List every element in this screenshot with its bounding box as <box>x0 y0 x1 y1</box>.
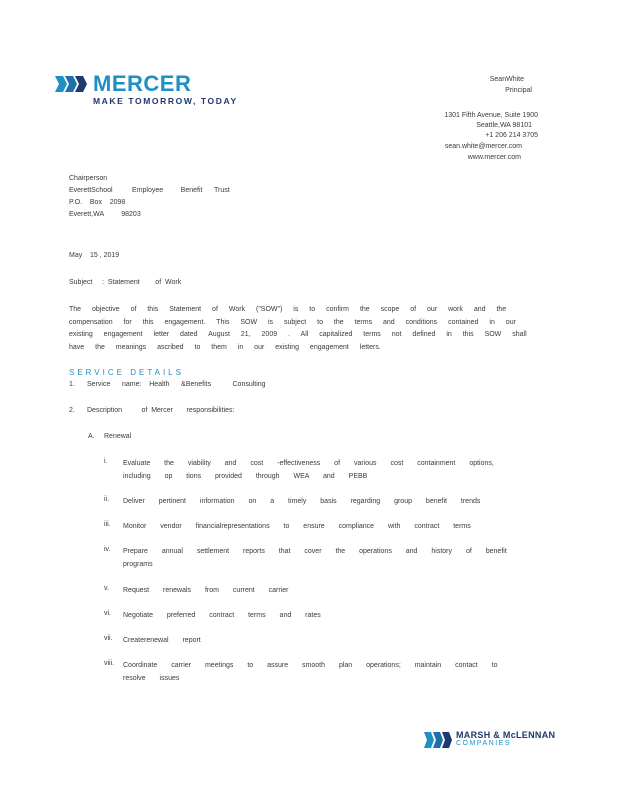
roman-item-text: Negotiate preferred contract terms and rates <box>123 612 321 619</box>
mmc-logo-sub: COMPANIES <box>456 740 511 747</box>
roman-num: vii. <box>104 635 113 642</box>
recipient-line: P.O. Box 2098 <box>69 199 126 206</box>
sender-email-link[interactable]: sean.white@mercer.com <box>444 143 522 150</box>
mmc-logo-mark-icon <box>424 732 452 748</box>
roman-num: ii. <box>104 496 110 503</box>
roman-num: vi. <box>104 610 111 617</box>
item-text: Description of Mercer responsibilities: <box>87 407 235 414</box>
roman-item-text: Createrenewal report <box>123 637 201 644</box>
section-heading: SERVICE DETAILS <box>69 368 184 377</box>
mercer-logo-mark-icon <box>55 74 89 94</box>
roman-item-text: Monitor vendor financialrepresentations to ensure compliance with contract terms <box>123 523 471 530</box>
subject-label: Subject <box>69 279 93 286</box>
roman-item-text: Evaluate the viability and cost -effectiveness of various cost containment options, including op tions provided through WEA and PEBB <box>123 460 494 480</box>
sender-phone: +1 206 214 3705 <box>485 132 538 139</box>
mercer-logo-tagline: MAKE TOMORROW, TODAY <box>93 96 238 106</box>
letter-date: May 15 , 2019 <box>69 252 120 259</box>
sender-website-link[interactable]: www.mercer.com <box>467 154 521 161</box>
roman-num: v. <box>104 585 109 592</box>
recipient-line: EverettSchool Employee Benefit Trust <box>69 187 230 194</box>
mmc-logo-word: MARSH & McLENNAN <box>456 730 556 740</box>
recipient-line: Chairperson <box>69 175 108 182</box>
item-text: Service name: Health &Benefits Consulting <box>87 381 266 388</box>
sender-name: SeanWhite <box>489 76 524 83</box>
sender-address-line: 1301 Fifth Avenue, Suite 1900 <box>444 112 538 119</box>
roman-num: i. <box>104 458 108 465</box>
roman-item-text: Request renewals from current carrier <box>123 587 289 594</box>
recipient-line: Everett,WA 98203 <box>69 211 141 218</box>
item-number: 1. <box>69 381 75 388</box>
sub-item-letter: A. <box>88 433 95 440</box>
roman-num: viii. <box>104 660 115 667</box>
item-number: 2. <box>69 407 75 414</box>
sub-item-text: Renewal <box>104 433 132 440</box>
intro-paragraph: The objective of this Statement of Work ("SOW") is to confirm the scope of our work and the compensation for this engagement. This SOW is subject to the terms and conditions contained in our existing engagement letter dated August 21, 2009 . All capitalized terms not defined in this SOW shall have the meanings ascribed to them in our existing engagement letters. <box>69 306 527 351</box>
sender-address-line: Seattle,WA 98101 <box>476 122 532 129</box>
roman-num: iii. <box>104 521 111 528</box>
roman-item-text: Coordinate carrier meetings to assure smooth plan operations; maintain contact to resolve issues <box>123 662 498 682</box>
roman-item-text: Deliver pertinent information on a timely basis regarding group benefit trends <box>123 498 481 505</box>
subject-text: : Statement of Work <box>102 279 182 286</box>
mercer-logo-word: MERCER <box>93 71 192 96</box>
roman-num: iv. <box>104 546 111 553</box>
sender-title: Principal <box>505 87 532 94</box>
roman-item-text: Prepare annual settlement reports that cover the operations and history of benefit programs <box>123 548 507 568</box>
